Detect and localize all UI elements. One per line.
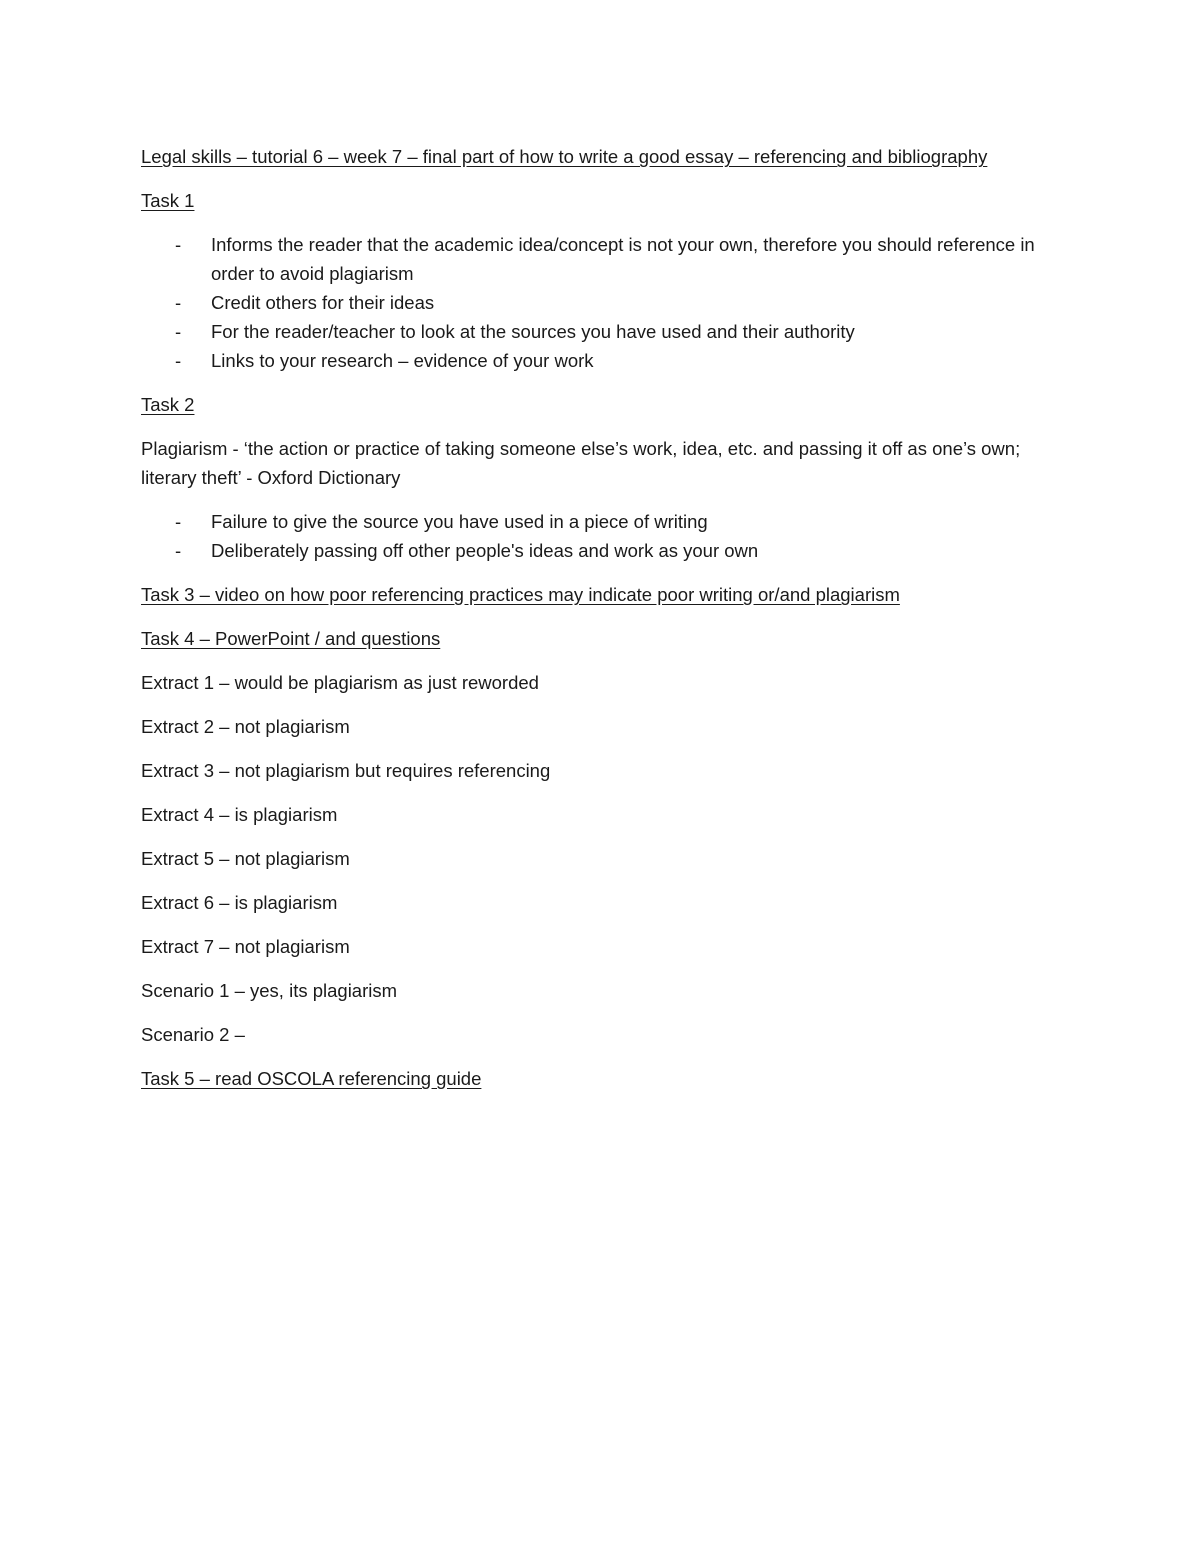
answer-scenario-1: Scenario 1 – yes, its plagiarism — [141, 980, 398, 1001]
task5-title: Task 5 – read OSCOLA referencing guide — [141, 1068, 482, 1089]
task2-title: Task 2 — [141, 394, 195, 415]
list-item-text: Deliberately passing off other people's ideas and work as your own — [211, 540, 759, 561]
list-item-text: Credit others for their ideas — [211, 292, 435, 313]
dash-marker: - — [175, 292, 182, 313]
answer-extract-1: Extract 1 – would be plagiarism as just reworded — [141, 672, 539, 693]
answer-scenario-2: Scenario 2 – — [141, 1024, 245, 1045]
task1-list — [141, 230, 1061, 375]
list-item — [141, 536, 1061, 565]
answer-extract-4: Extract 4 – is plagiarism — [141, 804, 338, 825]
answer-extract-5: Extract 5 – not plagiarism — [141, 848, 350, 869]
task1-title: Task 1 — [141, 190, 195, 211]
list-item — [141, 317, 1061, 346]
dash-marker: - — [175, 234, 182, 255]
dash-marker: - — [175, 350, 182, 371]
list-item-text: For the reader/teacher to look at the sources you have used and their authority — [211, 321, 855, 342]
document-page — [141, 142, 1061, 1108]
list-item — [141, 507, 1061, 536]
list-item — [141, 230, 1061, 288]
list-item — [141, 288, 1061, 317]
list-item-text: Failure to give the source you have used in a piece of writing — [211, 511, 708, 532]
answer-extract-3: Extract 3 – not plagiarism but requires referencing — [141, 760, 551, 781]
answer-extract-7: Extract 7 – not plagiarism — [141, 936, 350, 957]
task2-list — [141, 507, 1061, 565]
list-item-text: Informs the reader that the academic idea/concept is not your own, therefore you should reference in order to avoid plagiarism — [211, 234, 1035, 284]
task3-title: Task 3 – video on how poor referencing practices may indicate poor writing or/and plagiarism — [141, 584, 900, 605]
dash-marker: - — [175, 540, 182, 561]
dash-marker: - — [175, 321, 182, 342]
answer-extract-6: Extract 6 – is plagiarism — [141, 892, 338, 913]
list-item-text: Links to your research – evidence of your work — [211, 350, 594, 371]
plagiarism-definition: Plagiarism - ‘the action or practice of taking someone else’s work, idea, etc. and passing it off as one’s own; literary theft’ - Oxford Dictionary — [141, 438, 1021, 488]
dash-marker: - — [175, 511, 182, 532]
task4-title: Task 4 – PowerPoint / and questions — [141, 628, 441, 649]
answer-extract-2: Extract 2 – not plagiarism — [141, 716, 350, 737]
list-item — [141, 346, 1061, 375]
document-heading: Legal skills – tutorial 6 – week 7 – final part of how to write a good essay – referencing and bibliography — [141, 146, 988, 167]
